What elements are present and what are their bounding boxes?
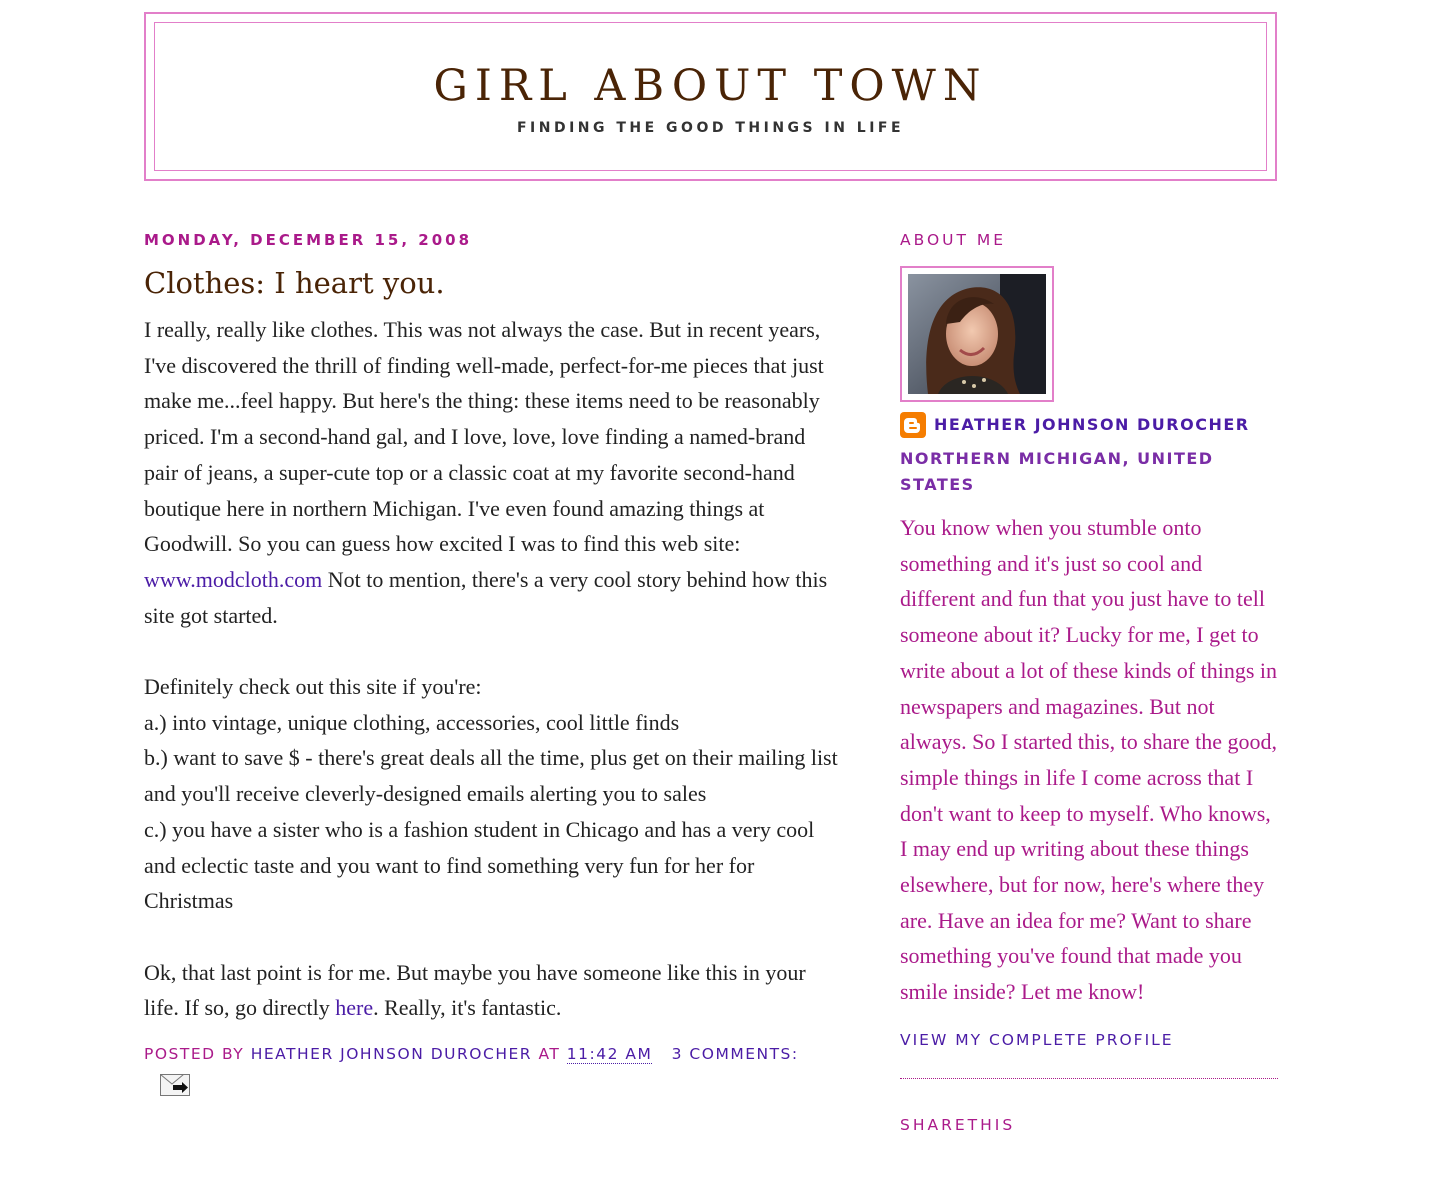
profile-location: NORTHERN MICHIGAN, UNITED STATES — [900, 449, 1214, 494]
blog-title[interactable]: GIRL ABOUT TOWN — [433, 61, 988, 111]
list-intro: Definitely check out this site if you're: — [144, 674, 482, 700]
post-footer — [144, 1042, 844, 1066]
post-author-link[interactable]: HEATHER JOHNSON DUROCHER — [250, 1045, 533, 1064]
post-text: Ok, that last point is for me. But maybe you have someone like this in your life. If so, go directly — [144, 959, 806, 1021]
blog-header — [144, 12, 1277, 181]
post-body — [144, 312, 844, 1026]
comments-link[interactable]: 3 COMMENTS: — [671, 1045, 799, 1064]
profile-name-row — [900, 412, 1280, 438]
profile-name-link[interactable]: HEATHER JOHNSON DUROCHER — [934, 415, 1250, 434]
list-item-c: c.) you have a sister who is a fashion student in Chicago and has a very cool and eclectic taste and you want to find something very fun for her for Christmas — [144, 816, 815, 914]
profile-about-text: You know when you stumble onto something and it's just so cool and different and fun that you just have to tell someone about it? Lucky for me, I get to write about a lot of these kinds of things in newspapers and magazines. But not always. So I started this, to share the good, simple things in life I come across that I don't want to keep to myself. Who knows, I may end up writing about these things elsewhere, but for now, here's where they are. Have an idea for me? Want to share something you've found that made you smile inside? Let me know! — [900, 515, 1277, 1005]
blog-description: FINDING THE GOOD THINGS IN LIFE — [516, 120, 905, 137]
here-link[interactable]: here — [335, 995, 374, 1021]
sidebar — [900, 228, 1280, 1137]
closing-paragraph — [144, 955, 844, 1026]
profile-photo[interactable] — [900, 266, 1054, 402]
email-post-icon[interactable] — [160, 1074, 190, 1096]
blogger-icon — [900, 412, 926, 438]
list-item-a: a.) into vintage, unique clothing, accessories, cool little finds — [144, 709, 680, 735]
post-text: I really, really like clothes. This was not always the case. But in recent years, I've discovered the thrill of finding well-made, perfect-for-me pieces that just make me...feel happy. But here's the thing: these items need to be reasonably priced. I'm a second-hand gal, and I love, love, love finding a named-brand pair of jeans, a super-cute top or a classic coat at my favorite second-hand boutique here in northern Michigan. I've even found amazing things at Goodwill. So you can guess how excited I was to find this web site: — [144, 317, 824, 557]
post-text: Not to mention, there's a very cool story behind how this site got started. — [144, 566, 828, 628]
modcloth-link[interactable]: www.modcloth.com — [144, 566, 323, 592]
view-complete-profile-link[interactable]: VIEW MY COMPLETE PROFILE — [900, 1030, 1174, 1049]
post-title[interactable]: Clothes: I heart you. — [144, 266, 445, 300]
post-paragraph — [144, 312, 844, 633]
post-date: MONDAY, DECEMBER 15, 2008 — [144, 231, 473, 249]
post-text: . Really, it's fantastic. — [373, 995, 562, 1021]
sidebar-divider — [900, 1078, 1278, 1079]
about-me-heading: ABOUT ME — [900, 231, 1007, 249]
sharethis-heading: SHARETHIS — [900, 1115, 1016, 1134]
profile-photo-image — [908, 274, 1046, 394]
post-timestamp-link[interactable]: 11:42 AM — [566, 1045, 653, 1064]
posted-by-label: POSTED BY — [144, 1045, 251, 1064]
main-column — [144, 228, 844, 1096]
list-item-b: b.) want to save $ - there's great deals all the time, plus get on their mailing list and you'll receive cleverly-designed emails alerting you to sales — [144, 745, 838, 807]
at-label: AT — [532, 1045, 567, 1064]
blog-header-inner — [154, 22, 1267, 171]
